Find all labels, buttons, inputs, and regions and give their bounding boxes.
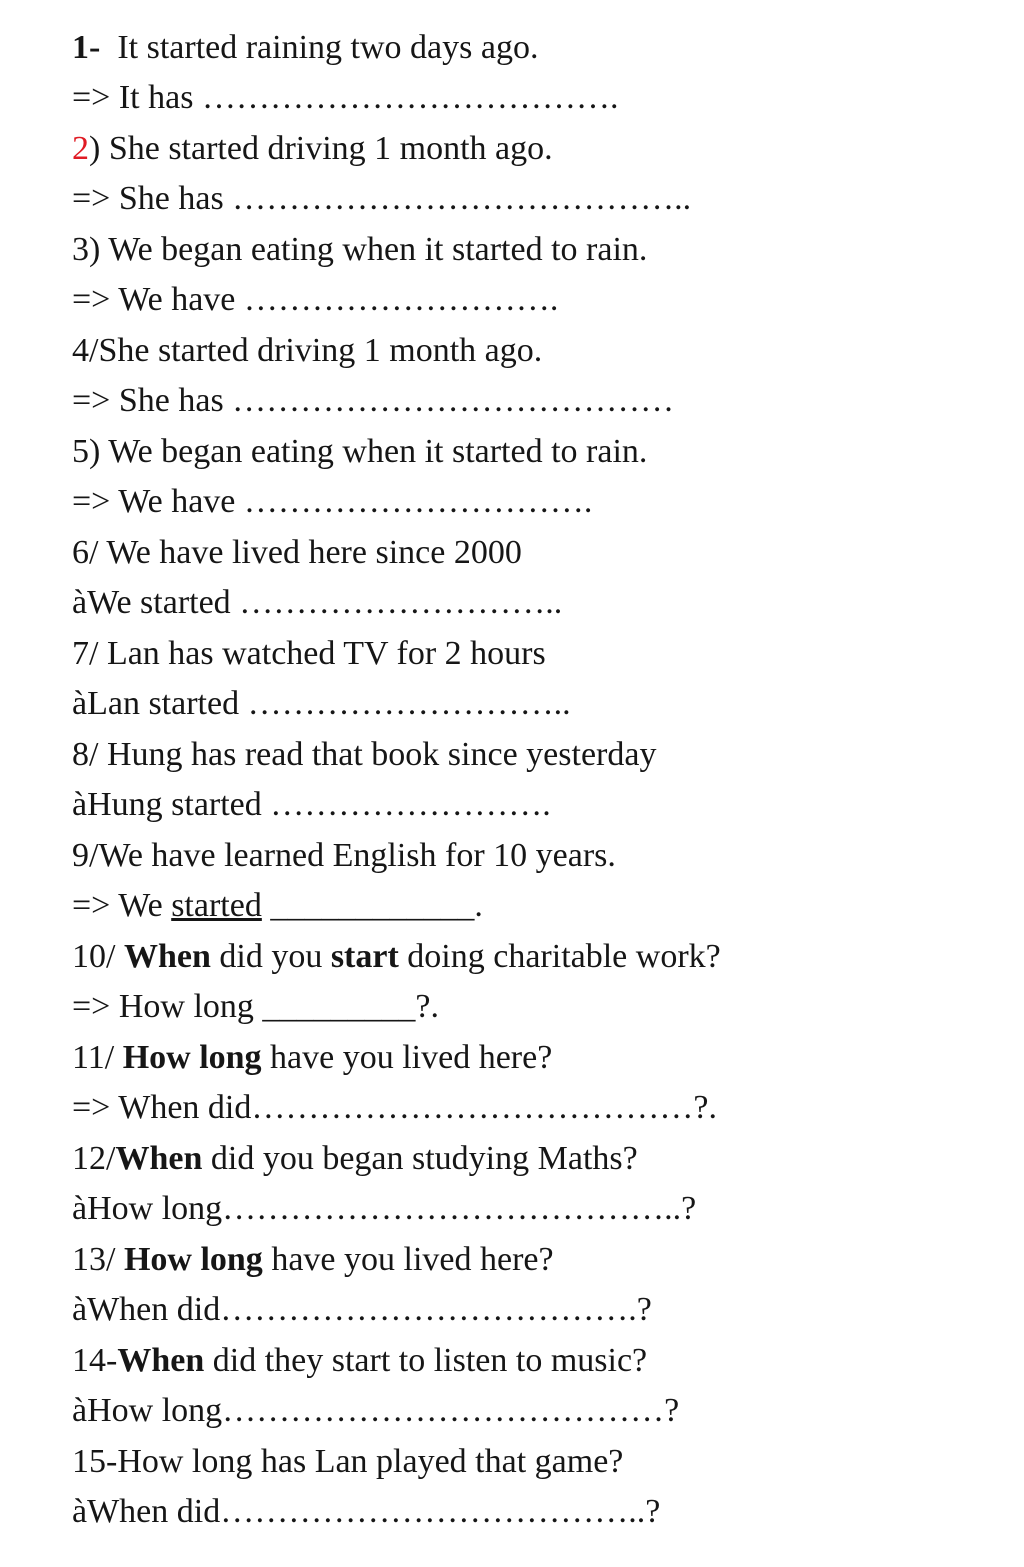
item-number: 12/ (72, 1139, 116, 1177)
item-2-source (72, 124, 1008, 175)
item-11-answer (72, 1083, 1008, 1134)
item-3-answer (72, 275, 1008, 326)
sentence-text: 6/ We have lived here since 2000 (72, 533, 522, 571)
sentence-text: 7/ Lan has watched TV for 2 hours (72, 634, 546, 672)
sentence-text: 4/She started driving 1 month ago. (72, 331, 543, 369)
sentence-text: 9/We have learned English for 10 years. (72, 836, 616, 874)
dotted-leader: …………………………………? (222, 1392, 680, 1429)
item-10-answer (72, 982, 1008, 1033)
item-6-answer (72, 578, 1008, 629)
answer-stem: => We have (72, 281, 244, 318)
dotted-leader: ……………………………….? (220, 1291, 652, 1328)
item-7-answer (72, 679, 1008, 730)
sentence-text: 5) We began eating when it started to rain. (72, 432, 648, 470)
dotted-leader: ………………………………….. (232, 180, 692, 217)
dotted-leader: ……………………….. (239, 584, 563, 621)
answer-blank: _________ (262, 988, 416, 1025)
answer-stem: => We (72, 887, 172, 924)
item-number: 11/ (72, 1038, 123, 1076)
sentence-text: did you (210, 937, 331, 975)
item-15-source (72, 1437, 1008, 1488)
item-5-answer (72, 477, 1008, 528)
answer-stem: => She has (72, 382, 233, 419)
item-13-answer (72, 1285, 1008, 1336)
item-number: 14- (72, 1341, 118, 1379)
answer-stem: àWe started (72, 584, 240, 621)
exercise-lines (72, 23, 1008, 1538)
item-15-answer (72, 1487, 1008, 1538)
dotted-leader: ………………………………. (201, 79, 619, 116)
item-12-answer (72, 1184, 1008, 1235)
item-4-answer (72, 376, 1008, 427)
item-14-source (72, 1336, 1008, 1387)
sentence-text: 3) We began eating when it started to rain. (72, 230, 648, 268)
item-4-source (72, 326, 1008, 377)
answer-stem: => When did (72, 1089, 252, 1126)
bold-word: How long (123, 1240, 263, 1278)
item-9-answer (72, 881, 1008, 932)
item-6-source (72, 528, 1008, 579)
item-5-source (72, 427, 1008, 478)
bold-word: When (117, 1341, 205, 1379)
answer-stem: àHung started (72, 786, 271, 823)
answer-stem: àWhen did (72, 1291, 221, 1328)
answer-stem: àHow long (72, 1190, 223, 1227)
item-8-source (72, 730, 1008, 781)
item-number: 1- (72, 28, 101, 66)
bold-word: How long (122, 1038, 262, 1076)
sentence-text: 8/ Hung has read that book since yesterday (72, 735, 657, 773)
item-9-source (72, 831, 1008, 882)
dotted-leader: ………………………. (243, 281, 559, 318)
sentence-text: did you began studying Maths? (202, 1139, 638, 1177)
dotted-leader: ……………………. (270, 786, 551, 823)
answer-stem: => She has (72, 180, 233, 217)
bold-word: start (330, 937, 399, 975)
answer-stem: àWhen did (72, 1493, 221, 1530)
item-3-source (72, 225, 1008, 276)
dotted-leader: ………………………………… (232, 382, 675, 419)
dotted-leader: …………………………………?. (251, 1089, 717, 1126)
sentence-text: have you lived here? (262, 1240, 554, 1278)
item-12-source (72, 1134, 1008, 1185)
item-10-source (72, 932, 1008, 983)
item-13-source (72, 1235, 1008, 1286)
sentence-text: doing charitable work? (398, 937, 721, 975)
item-number: 2 (72, 129, 89, 167)
bold-word: When (115, 1139, 203, 1177)
sentence-text: ) She started driving 1 month ago. (89, 129, 553, 167)
item-11-source (72, 1033, 1008, 1084)
answer-stem: => We have (72, 483, 244, 520)
item-7-source (72, 629, 1008, 680)
sentence-text: 15-How long has Lan played that game? (72, 1442, 624, 1480)
item-2-answer (72, 174, 1008, 225)
item-number: 13/ (72, 1240, 124, 1278)
answer-stem: => How long (72, 988, 263, 1025)
period: . (474, 887, 483, 924)
exercise-title (72, 0, 1008, 23)
underlined-word: started (171, 887, 262, 924)
sentence-text: did they start to listen to music? (204, 1341, 648, 1379)
item-14-answer (72, 1386, 1008, 1437)
bold-word: When (123, 937, 211, 975)
question-mark: ?. (415, 988, 439, 1025)
sentence-text: have you lived here? (261, 1038, 553, 1076)
dotted-leader: …………………………………..? (222, 1190, 697, 1227)
item-number: 10/ (72, 937, 124, 975)
item-8-answer (72, 780, 1008, 831)
answer-blank: ____________ (270, 887, 475, 924)
answer-stem: àLan started (72, 685, 248, 722)
item-1-answer (72, 73, 1008, 124)
dotted-leader: ………………………………..? (220, 1493, 661, 1530)
dotted-leader: …………………………. (243, 483, 593, 520)
answer-stem: => It has (72, 79, 202, 116)
item-1-source (72, 23, 1008, 74)
sentence-text: It started raining two days ago. (100, 28, 539, 66)
answer-stem: àHow long (72, 1392, 223, 1429)
dotted-leader: ……………………….. (247, 685, 571, 722)
